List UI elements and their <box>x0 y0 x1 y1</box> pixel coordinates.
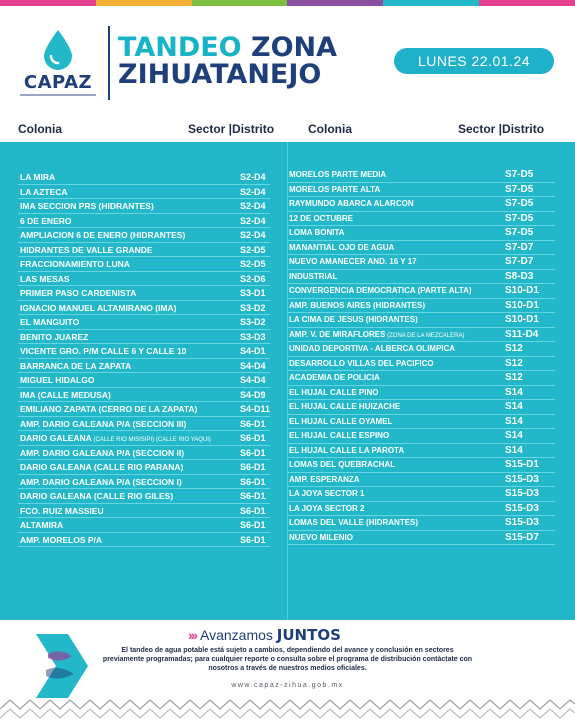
table-row <box>287 531 555 546</box>
table-row <box>287 328 555 343</box>
colonia-name: AMP. DARIO GALEANA P/A (SECCION II) <box>20 447 185 458</box>
colonia-name: LOMA BONITA <box>289 228 345 237</box>
sector-code: S15-D1 <box>505 459 539 470</box>
table-row <box>18 373 270 388</box>
table-row <box>18 228 270 243</box>
sector-code: S2-D6 <box>240 273 266 284</box>
colonia-name: DARIO GALEANA <box>20 433 92 443</box>
colonia-name: MORELOS PARTE MEDIA <box>289 170 387 179</box>
colonia-name: NUEVO AMANECER AND. 16 Y 17 <box>289 257 417 266</box>
sector-code: S10-D1 <box>505 314 539 325</box>
colonia-name: LA JOYA SECTOR 1 <box>289 489 365 498</box>
colonia-name: AMP. DARIO GALEANA P/A (SECCION I) <box>20 476 182 487</box>
table-row <box>18 431 270 446</box>
colonia-name: LOMAS DEL QUEBRACHAL <box>289 460 396 469</box>
table-row <box>18 185 270 200</box>
table-row <box>287 400 555 415</box>
sector-code: S10-D1 <box>505 299 539 311</box>
sector-code: S7-D7 <box>505 241 534 253</box>
table-row <box>18 504 270 519</box>
table-row <box>287 516 555 531</box>
colonia-name: DARIO GALEANA (CALLE RIO GILES) <box>20 491 174 501</box>
table-row <box>287 197 555 212</box>
title-part2: ZONA <box>251 32 338 63</box>
sector-code: S7-D5 <box>505 198 534 209</box>
colonia-name: AMPLIACION 6 DE ENERO (HIDRANTES) <box>20 230 186 240</box>
table-row <box>287 342 555 357</box>
table-row <box>18 446 270 461</box>
colonia-name: AMP. DARIO GALEANA P/A (SECCION III) <box>20 418 187 429</box>
sector-code: S2-D4 <box>240 215 266 226</box>
colonia-name: LA MIRA <box>20 172 56 182</box>
sector-code: S12 <box>505 357 523 369</box>
table-row <box>18 475 270 490</box>
colonia-name: AMP. ESPERANZA <box>289 474 360 484</box>
sector-code: S15-D3 <box>505 488 539 499</box>
colonia-name: EL HUJAL CALLE PINO <box>289 387 379 397</box>
sector-code: S3-D1 <box>240 288 266 298</box>
colonia-name: HIDRANTES DE VALLE GRANDE <box>20 244 153 255</box>
sector-code: S4-D1 <box>240 346 266 356</box>
table-row <box>18 417 270 432</box>
table-row <box>18 199 270 214</box>
sector-code: S10-D1 <box>505 285 539 296</box>
table-row <box>287 212 555 227</box>
title-line2: ZIHUATANEJO <box>118 59 322 90</box>
table-row <box>18 518 270 533</box>
sector-code: S2-D4 <box>240 230 266 240</box>
sector-code: S14 <box>505 430 523 441</box>
sector-code: S6-D1 <box>240 491 266 501</box>
footer <box>0 620 575 720</box>
colonia-name: DESARROLLO VILLAS DEL PACIFICO <box>289 358 434 368</box>
table-row <box>287 473 555 488</box>
colonia-note: (ZONA DE LA MEZCALERA) <box>385 332 465 339</box>
colonia-name: EMILIANO ZAPATA (CERRO DE LA ZAPATA) <box>20 404 198 414</box>
table-row <box>287 284 555 299</box>
sector-code: S14 <box>505 401 523 412</box>
page-title <box>118 34 337 88</box>
table-row <box>18 359 270 374</box>
colonia-name: PRIMER PASO CARDENISTA <box>20 288 137 298</box>
table-row <box>287 183 555 198</box>
sector-code: S14 <box>505 415 523 427</box>
table-row <box>287 241 555 256</box>
sector-code: S3-D2 <box>240 317 266 327</box>
sector-code: S2-D5 <box>240 244 266 255</box>
colonia-name: EL HUJAL CALLE ESPINO <box>289 431 390 440</box>
left-colonia-header: Colonia <box>18 122 62 136</box>
colonia-name: BARRANCA DE LA ZAPATA <box>20 360 132 371</box>
table-row <box>18 257 270 272</box>
website-link[interactable]: www.capaz-zihua.gob.mx <box>231 682 344 689</box>
colonia-name: EL HUJAL CALLE HUIZACHE <box>289 402 401 411</box>
colonia-name: LA JOYA SECTOR 2 <box>289 503 365 513</box>
sector-code: S4-D11 <box>240 404 271 414</box>
title-part1: TANDEO <box>118 32 242 63</box>
table-row <box>18 388 270 403</box>
colonia-name: AMP. BUENOS AIRES (HIDRANTES) <box>289 300 426 310</box>
tagline-bold: JUNTOS <box>276 626 341 644</box>
colonia-name: LOMAS DEL VALLE (HIDRANTES) <box>289 518 419 527</box>
header-divider <box>108 26 110 100</box>
colonia-name: 6 DE ENERO <box>20 215 72 226</box>
colonia-note: (CALLE RIO MISISIPI) (CALLE RIO YAQUI) <box>91 437 211 443</box>
colonia-name: RAYMUNDO ABARCA ALARCON <box>289 199 414 208</box>
sector-code: S7-D5 <box>505 212 534 224</box>
table-row <box>287 270 555 285</box>
sector-code: S7-D5 <box>505 169 534 180</box>
sector-code: S2-D4 <box>240 201 266 211</box>
colonia-name: BENITO JUAREZ <box>20 331 89 342</box>
capaz-logo <box>18 28 98 104</box>
sector-code: S15-D3 <box>505 502 539 514</box>
table-row <box>18 214 270 229</box>
colonia-name: MORELOS PARTE ALTA <box>289 184 381 194</box>
sector-code: S6-D1 <box>240 462 266 472</box>
table-row <box>18 272 270 287</box>
colonia-name: INDUSTRIAL <box>289 271 338 281</box>
column-headers <box>0 118 575 142</box>
logo-text: CAPAZ <box>23 72 93 93</box>
sector-code: S4-D4 <box>240 360 266 371</box>
table-row <box>287 487 555 502</box>
colonia-name: EL HUJAL CALLE OYAMEL <box>289 416 393 426</box>
sector-code: S3-D3 <box>240 331 266 342</box>
sector-code: S6-D1 <box>240 433 266 443</box>
right-colonia-header: Colonia <box>308 122 352 136</box>
table-row <box>18 301 270 316</box>
table-row <box>287 415 555 430</box>
sector-code: S15-D3 <box>505 473 539 485</box>
colonia-name: LAS MESAS <box>20 273 70 284</box>
colonia-name: FRACCIONAMIENTO LUNA <box>20 259 130 269</box>
water-drop-icon <box>42 30 74 70</box>
table-row <box>287 386 555 401</box>
sector-code: S6-D1 <box>240 476 266 487</box>
sector-code: S3-D2 <box>240 302 266 313</box>
tagline-prefix: Avanzamos <box>200 627 273 643</box>
sector-code: S8-D3 <box>505 270 534 282</box>
table-row <box>287 299 555 314</box>
date-badge: LUNES 22.01.24 <box>394 48 554 74</box>
colonia-name: EL MANGUITO <box>20 317 80 327</box>
sector-code: S12 <box>505 372 523 383</box>
table-row <box>287 226 555 241</box>
table-row <box>18 330 270 345</box>
colonia-name: MIGUEL HIDALGO <box>20 375 95 385</box>
table-row <box>287 429 555 444</box>
sector-code: S6-D1 <box>240 534 266 545</box>
sector-code: S14 <box>505 444 523 456</box>
colonia-name: ACADEMIA DE POLICIA <box>289 373 380 382</box>
sector-code: S2-D4 <box>240 172 266 182</box>
table-row <box>18 243 270 258</box>
colonia-name: LA AZTECA <box>20 186 68 197</box>
sector-code: S7-D5 <box>505 227 534 238</box>
colonia-name: 12 DE OCTUBRE <box>289 213 354 223</box>
table-row <box>18 460 270 475</box>
left-sector-header: Sector |Distrito <box>188 122 275 136</box>
sector-code: S2-D4 <box>240 186 266 197</box>
sector-code: S11-D4 <box>505 328 539 340</box>
colonia-name: NUEVO MILENIO <box>289 532 354 542</box>
colonia-name: LA CIMA DE JESUS (HIDRANTES) <box>289 315 418 324</box>
sector-code: S15-D7 <box>505 531 539 543</box>
header <box>0 6 575 110</box>
colonia-name: VICENTE GRO. P/M CALLE 6 Y CALLE 10 <box>20 346 187 356</box>
table-row <box>18 170 270 185</box>
sector-code: S4-D9 <box>240 389 266 400</box>
table-row <box>18 489 270 504</box>
sector-code: S12 <box>505 343 523 354</box>
sector-code: S7-D5 <box>505 183 534 195</box>
colonia-name: DARIO GALEANA (CALLE RIO PARANA) <box>20 462 184 472</box>
table-row <box>287 502 555 517</box>
sector-code: S6-D1 <box>240 447 266 458</box>
table-row <box>287 255 555 270</box>
table-row <box>287 313 555 328</box>
table-row <box>287 168 555 183</box>
notice-text: El tandeo de agua potable está sujeto a cambios, dependiendo del avance y conclusión en sectores previamente programadas; para cualquier reporte o consulta sobre el programa de distribución contáctate con nosotros a través de nuestros medios oficiales. <box>102 647 473 672</box>
colonia-name: IMA (CALLE MEDUSA) <box>20 389 111 400</box>
table-row <box>18 402 270 417</box>
tagline-arrows-icon: ››› <box>188 627 196 643</box>
colonia-name: IMA SECCION PRS (HIDRANTES) <box>20 201 154 211</box>
right-sector-header: Sector |Distrito <box>458 122 545 136</box>
sector-code: S4-D4 <box>240 375 266 385</box>
table-row <box>287 458 555 473</box>
colonia-name: AMP. MORELOS P/A <box>20 534 103 545</box>
colonia-name: IGNACIO MANUEL ALTAMIRANO (IMA) <box>20 302 177 313</box>
sector-code: S2-D5 <box>240 259 266 269</box>
logo-underline <box>20 94 96 96</box>
table-row <box>287 444 555 459</box>
decorative-pattern <box>0 698 575 720</box>
table-row <box>18 533 270 548</box>
table-row <box>18 344 270 359</box>
colonia-name: CONVERGENCIA DEMOCRATICA (PARTE ALTA) <box>289 286 472 295</box>
colonia-name: FCO. RUIZ MASSIEU <box>20 505 104 516</box>
sector-code: S14 <box>505 386 523 398</box>
sector-code: S6-D1 <box>240 418 266 429</box>
table-row <box>18 315 270 330</box>
colonia-name: EL HUJAL CALLE LA PAROTA <box>289 445 405 455</box>
colonia-cell <box>20 433 211 443</box>
colonia-name: ALTAMIRA <box>20 520 64 530</box>
water-symbol-icon <box>28 624 92 708</box>
table-row <box>287 371 555 386</box>
sector-code: S15-D3 <box>505 517 539 528</box>
colonia-name: AMP. V. DE MIRAFLORES <box>289 329 386 339</box>
sector-code: S7-D7 <box>505 256 534 267</box>
colonia-name: MANANTIAL OJO DE AGUA <box>289 242 395 252</box>
colonia-cell <box>289 330 465 339</box>
table-row <box>18 286 270 301</box>
table-row <box>287 357 555 372</box>
sector-code: S6-D1 <box>240 520 266 530</box>
tagline <box>188 626 341 644</box>
sector-code: S6-D1 <box>240 505 266 516</box>
colonia-name: UNIDAD DEPORTIVA - ALBERCA OLIMPICA <box>289 344 456 353</box>
